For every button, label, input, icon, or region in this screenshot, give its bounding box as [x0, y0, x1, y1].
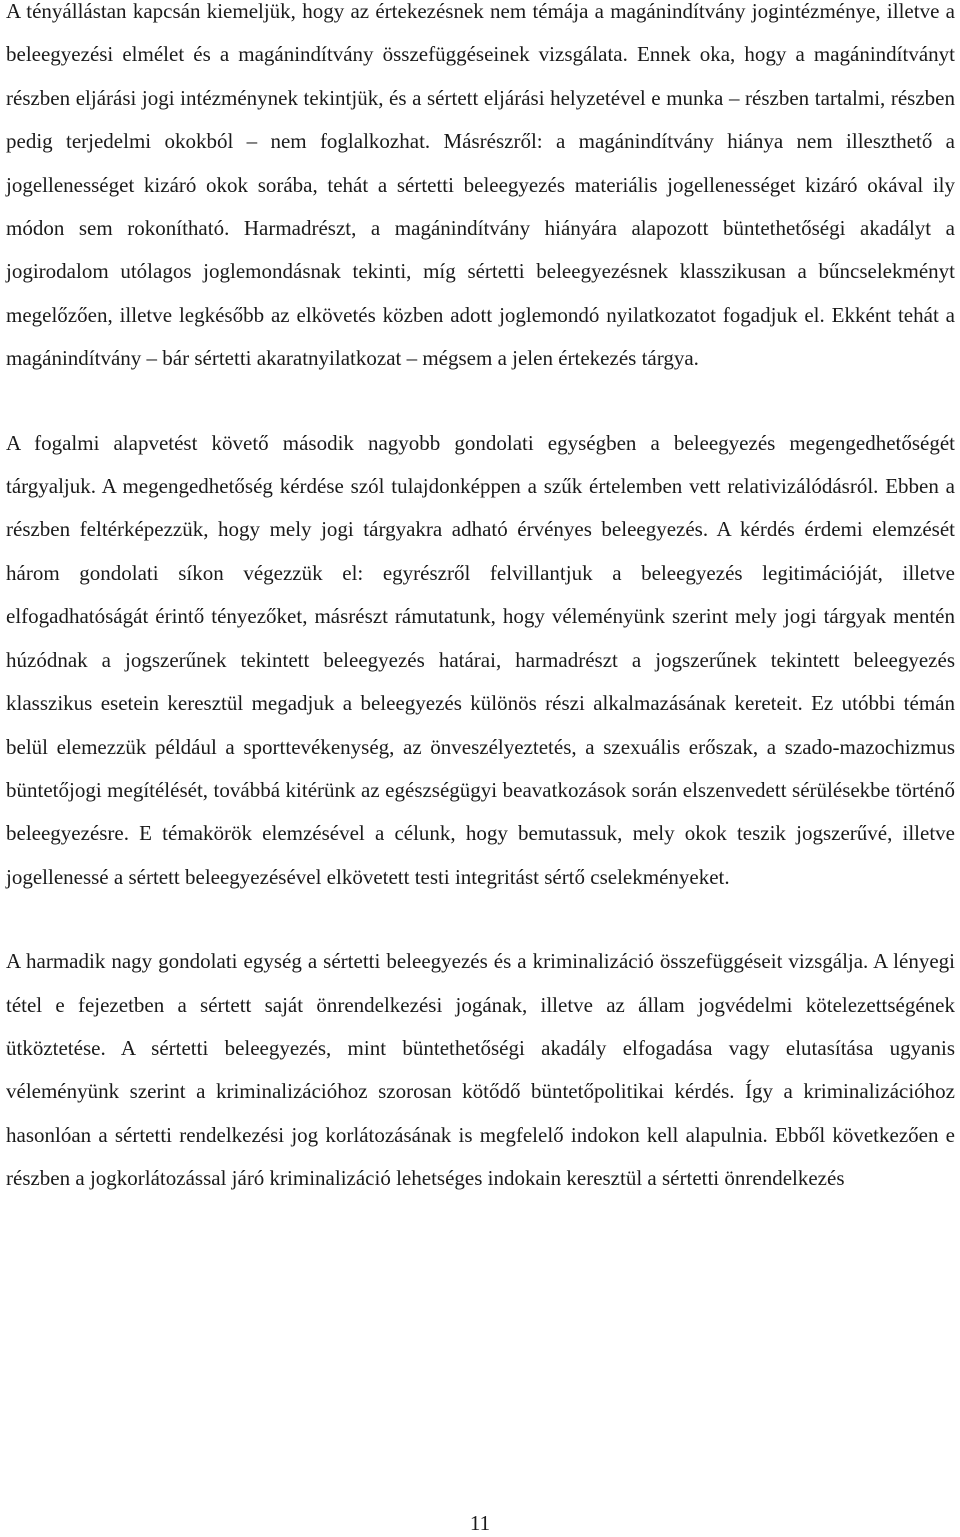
paragraph-3: A harmadik nagy gondolati egység a sértetti beleegyezés és a kriminalizáció összefüggéseit vizsgálja. A lényegi tétel e fejezetben a sértett saját önrendelkezési jogának, illetve az állam jogvédelmi kötelezettségének ütköztetése. A sértetti beleegyezés, mint büntethetőségi akadály elfogadása vagy elutasítása ugyanis véleményünk szerint a kriminalizációhoz szorosan kötődő büntetőpolitikai kérdés. Így a kriminalizációhoz hasonlóan a sértetti rendelkezési jog korlátozásának is megfelelő indokon kell alapulnia. Ebből következően e részben a jogkorlátozással járó kriminalizáció lehetséges indokain keresztül a sértetti önrendelkezés: [6, 949, 955, 1191]
page-number: 11: [469, 1511, 491, 1535]
paragraph-1: A tényállástan kapcsán kiemeljük, hogy az értekezésnek nem témája a magánindítvány jogintézménye, illetve a beleegyezési elmélet és a magánindítvány összefüggéseinek vizsgálata. Ennek oka, hogy a magánindítványt részben eljárási jogi intézménynek tekintjük, és a sértett eljárási helyzetével e munka – részben tartalmi, részben pedig terjedelmi okokból – nem foglalkozhat. Másrészről: a magánindítvány hiánya nem illeszthető a jogellenességet kizáró okok sorába, tehát a sértetti beleegyezés materiális jogellenességet kizáró okával ily módon sem rokonítható. Harmadrészt, a magánindítvány hiányára alapozott büntethetőségi akadályt a jogirodalom utólagos joglemondásnak tekinti, míg sértetti beleegyezésnek klasszikusan a bűncselekményt megelőzően, illetve legkésőbb az elkövetés közben adott joglemondó nyilatkozatot fogadjuk el. Ekként tehát a magánindítvány – bár sértetti akaratnyilatkozat – mégsem a jelen értekezés tárgya.: [6, 0, 955, 371]
document-page: [6, 0, 955, 1201]
paragraph-2: A fogalmi alapvetést követő második nagyobb gondolati egységben a beleegyezés megengedhetőségét tárgyaljuk. A megengedhetőség kérdése szól tulajdonképpen a szűk értelemben vett relativizálódásról. Ebben a részben feltérképezzük, hogy mely jogi tárgyakra adható érvényes beleegyezés. A kérdés érdemi elemzését három gondolati síkon végezzük el: egyrészről felvillantjuk a beleegyezés legitimációját, illetve elfogadhatóságát érintő tényezőket, másrészt rámutatunk, hogy véleményünk szerint mely jogi tárgyak mentén húzódnak a jogszerűnek tekintett beleegyezés határai, harmadrészt a jogszerűnek tekintett beleegyezés klasszikus esetein keresztül megadjuk a beleegyezés különös részi alkalmazásának kereteit. Ez utóbbi témán belül elemezzük például a sporttevékenység, az önveszélyeztetés, a szexuális erőszak, a szado-mazochizmus büntetőjogi megítélését, továbbá kitérünk az egészségügyi beavatkozások során elszenvedett sérülésekbe történő beleegyezésre. E témakörök elemzésével a célunk, hogy bemutassuk, mely okok teszik jogszerűvé, illetve jogellenessé a sértett beleegyezésével elkövetett testi integritást sértő cselekményeket.: [6, 430, 955, 889]
